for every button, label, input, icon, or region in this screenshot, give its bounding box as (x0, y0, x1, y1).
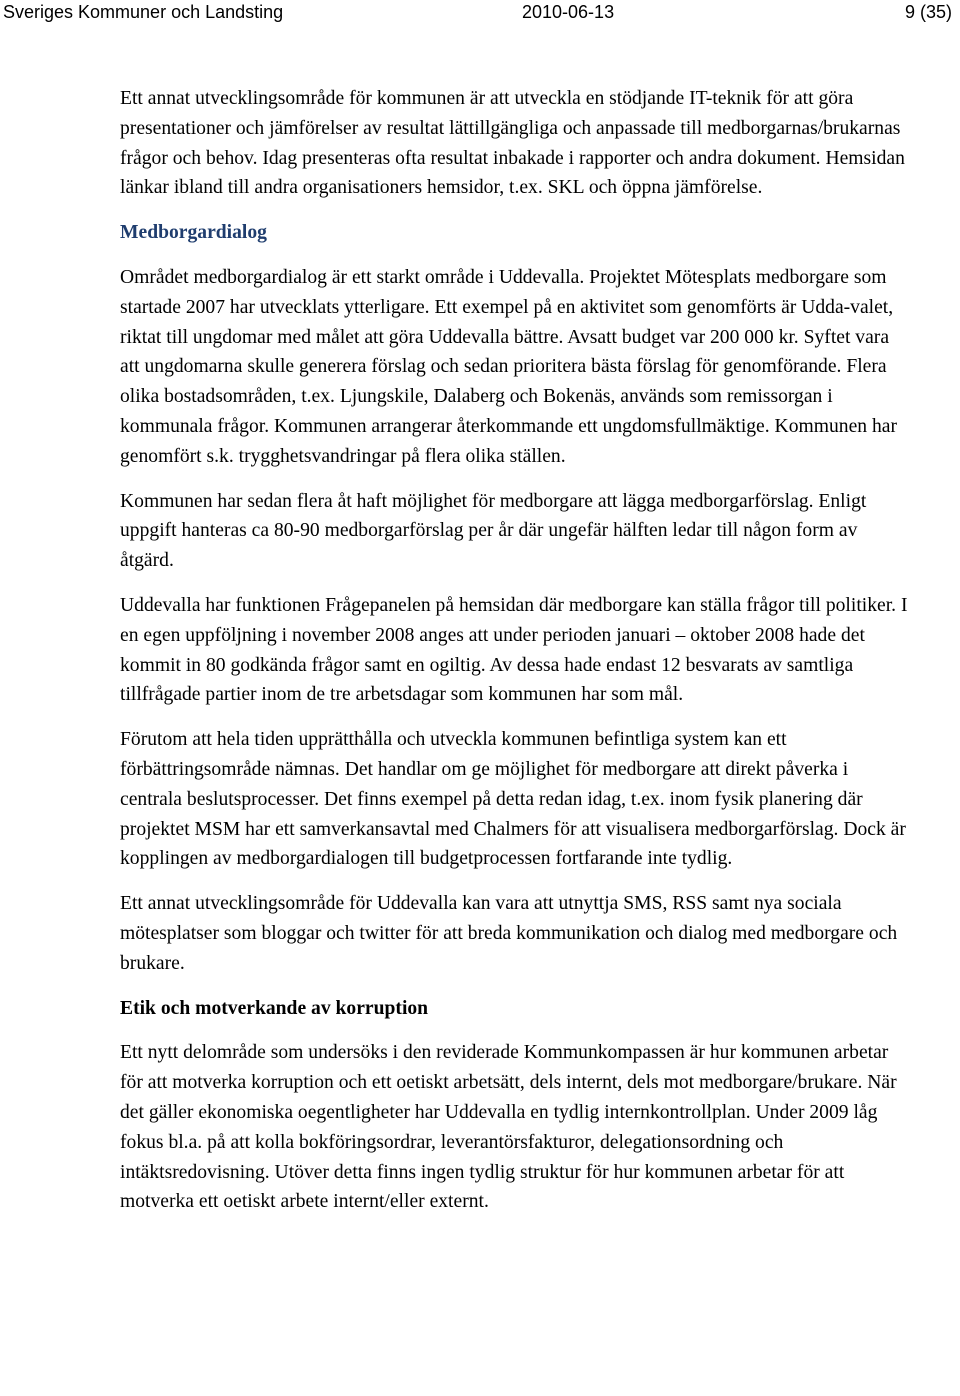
paragraph-dialog-4: Förutom att hela tiden upprätthålla och utveckla kommunen befintliga system kan ett förbättringsområde nämnas. Det handlar om ge möjlighet för medborgare att direkt påverka i centrala beslutsprocesser. Det finns exempel på detta redan idag, t.ex. inom fysik planering där projektet MSM har ett samverkansavtal med Chalmers för att visualisera medborgarförslag. Dock är kopplingen av medborgardialogen till budgetprocessen fortfarande inte tydlig. (120, 729, 906, 870)
page-header (0, 0, 960, 30)
paragraph-ethics: Ett nytt delområde som undersöks i den reviderade Kommunkompassen är hur kommunen arbetar för att motverka korruption och ett oetiskt arbetsätt, dels internt, dels mot medborgare/brukare. När det gäller ekonomiska oegentligheter har Uddevalla en tydlig internkontrollplan. Under 2009 låg fokus bl.a. på att kolla bokföringsordrar, leverantörsfakturor, delegationsordning och intäktsredovisning. Utöver detta finns ingen tydlig struktur för hur kommunen arbetar för att motverka ett oetiskt arbete internt/eller externt. (120, 1042, 897, 1213)
header-organization: Sveriges Kommuner och Landsting (3, 2, 284, 22)
paragraph-dialog-5: Ett annat utvecklingsområde för Uddevalla kan vara att utnyttja SMS, RSS samt nya sociala mötesplatser som bloggar och twitter för att breda kommunikation och dialog med medborgare och brukare. (120, 893, 898, 974)
paragraph-dialog-2: Kommunen har sedan flera åt haft möjlighet för medborgare att lägga medborgarförslag. Enligt uppgift hanteras ca 80-90 medborgarförslag per år där ungefär hälften ledar till någon form av åtgärd. (120, 490, 867, 572)
intro-paragraph: Ett annat utvecklingsområde för kommunen är att utveckla en stödjande IT-teknik för att göra presentationer och jämförelser av resultat lättillgängliga och anpassade till medborgarnas/brukarnas frågor och behov. Idag presenteras ofta resultat inbakade i rapporter och andra dokument. Hemsidan länkar ibland till andra organisationers hemsidor, t.ex. SKL och öppna jämförelse. (120, 88, 905, 199)
header-page-number: 9 (35) (904, 2, 952, 22)
heading-ethics: Etik och motverkande av korruption (120, 997, 429, 1019)
paragraph-dialog-3: Uddevalla har funktionen Frågepanelen på hemsidan där medborgare kan ställa frågor till politiker. I en egen uppföljning i november 2008 anges att under perioden januari – oktober 2008 hade det kommit in 80 godkända frågor samt en ogiltig. Av dessa hade endast 12 besvarats av samtliga tillfrågade partier inom de tre arbetsdagar som kommunen har som mål. (120, 594, 908, 706)
subheading-medborgardialog: Medborgardialog (120, 222, 267, 244)
paragraph-dialog-1: Området medborgardialog är ett starkt område i Uddevalla. Projektet Mötesplats medborgare som startade 2007 har utvecklats ytterligare. Ett exempel på en aktivitet som genomförts är Udda-valet, riktat till ungdomar med målet att göra Uddevalla bättre. Avsatt budget var 200 000 kr. Syftet vara att ungdomarna skulle generera förslag och sedan prioritera bästa förslag för genomförande. Flera olika bostadsområden, t.ex. Ljungskile, Dalaberg och Bokenäs, används som remissorgan i kommunala frågor. Kommunen arrangerar återkommande ett ungdomsfullmäktige. Kommunen har genomfört s.k. trygghetsvandringar på flera olika ställen. (120, 266, 897, 467)
header-date: 2010-06-13 (522, 2, 615, 22)
document-body (120, 84, 910, 1232)
